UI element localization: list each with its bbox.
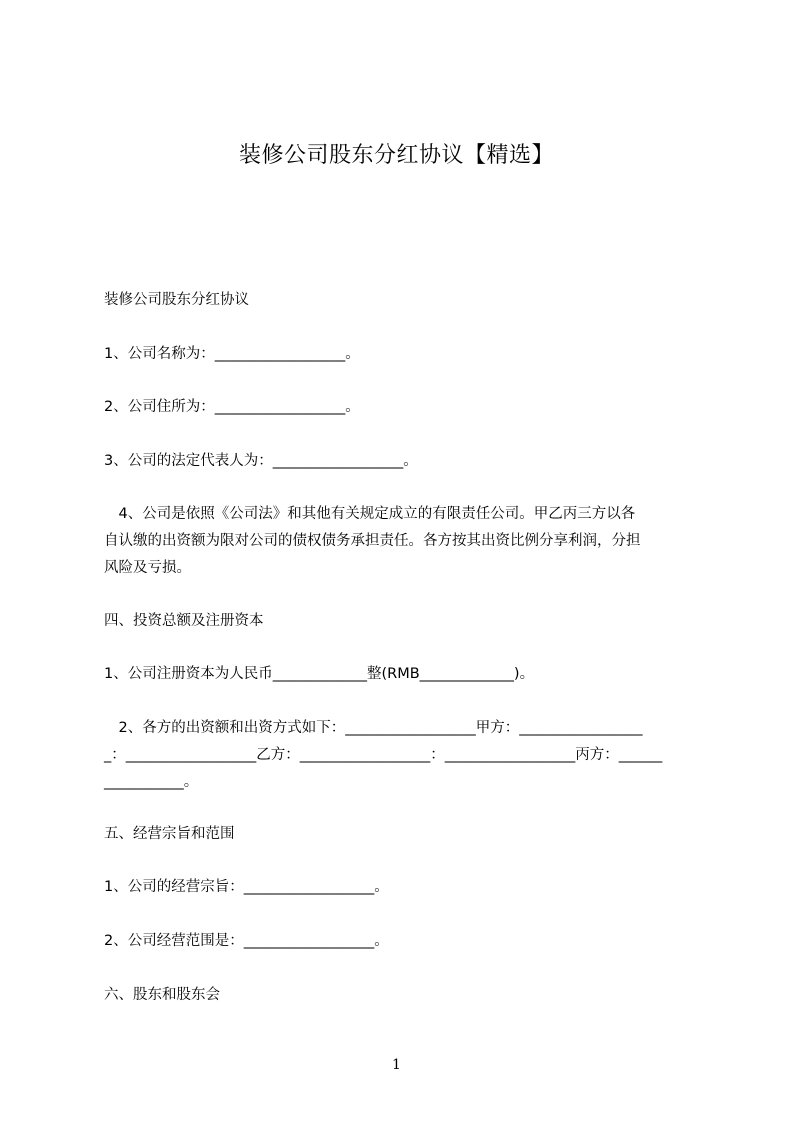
page-number: 1 (392, 1057, 401, 1073)
paragraph-line: 2、各方的出资额和出资方式如下：__________________甲方：_________________ (104, 720, 643, 736)
section-heading: 五、经营宗旨和范围 (104, 826, 235, 842)
clause-legal-representative: 3、公司的法定代表人为：__________________。 (104, 453, 418, 469)
paragraph-line: 自认缴的出资额为限对公司的债权债务承担责任。各方按其出资比例分享利润，分担 (104, 533, 641, 549)
paragraph-line: 4、公司是依照《公司法》和其他有关规定成立的有限责任公司。甲乙丙三方以各 (104, 506, 636, 522)
clause-business-scope: 2、公司经营范围是：__________________。 (104, 933, 389, 949)
clause-company-address: 2、公司住所为：__________________。 (104, 399, 360, 415)
clause-company-nature (104, 501, 716, 582)
section-heading: 装修公司股东分红协议 (104, 292, 249, 308)
clause-registered-capital: 1、公司注册资本为人民币_____________整(RMB_____________)。 (104, 666, 535, 682)
clause-business-purpose: 1、公司的经营宗旨：__________________。 (104, 879, 389, 895)
section-heading: 六、股东和股东会 (104, 987, 220, 1003)
clause-company-name: 1、公司名称为：__________________。 (104, 346, 360, 362)
paragraph-line: _：__________________乙方：__________________：__________________丙方：______ (104, 747, 663, 763)
section-heading: 四、投资总额及注册资本 (104, 613, 264, 629)
clause-contribution (104, 715, 716, 796)
document-title: 装修公司股东分红协议【精选】 (238, 143, 554, 168)
paragraph-line: ___________。 (104, 774, 199, 790)
paragraph-line: 风险及亏损。 (104, 560, 191, 576)
